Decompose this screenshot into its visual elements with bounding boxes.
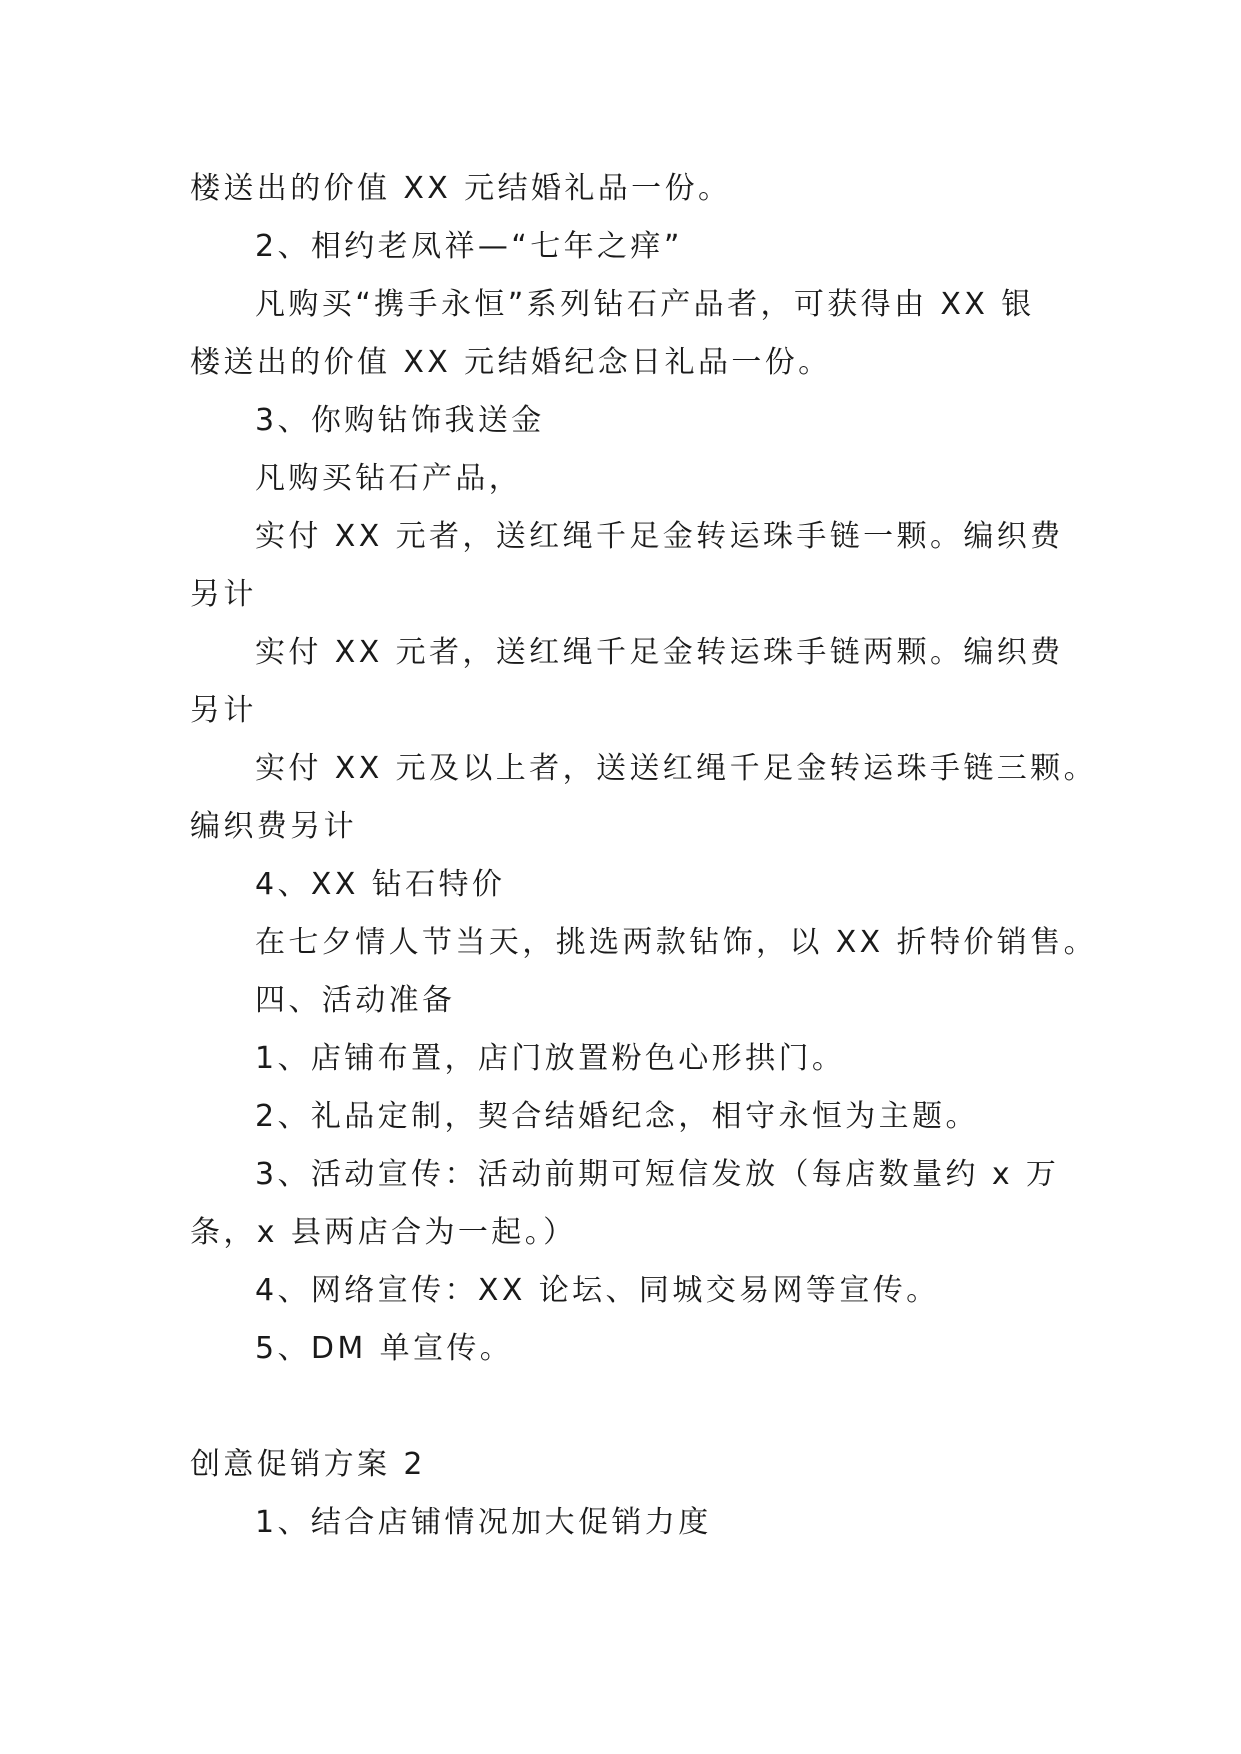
paragraph-line: 实付 XX 元及以上者，送送红绳千足金转运珠手链三颗。 (255, 751, 1097, 786)
paragraph-line: 另计 (190, 693, 257, 728)
paragraph-line: 3、你购钻饰我送金 (255, 403, 545, 438)
paragraph-line: 3、活动宣传：活动前期可短信发放（每店数量约 x 万 (255, 1157, 1060, 1192)
paragraph-line: 楼送出的价值 XX 元结婚礼品一份。 (190, 171, 732, 206)
paragraph-line: 凡购买“携手永恒”系列钻石产品者，可获得由 XX 银 (255, 287, 1035, 322)
paragraph-line: 编织费另计 (190, 809, 357, 844)
paragraph-line: 实付 XX 元者，送红绳千足金转运珠手链两颗。编织费 (255, 635, 1064, 670)
paragraph-line: 4、网络宣传：XX 论坛、同城交易网等宣传。 (255, 1273, 940, 1308)
blank-gap (190, 1378, 1070, 1436)
paragraph-line: 另计 (190, 577, 257, 612)
paragraph-line: 在七夕情人节当天，挑选两款钻饰，以 XX 折特价销售。 (255, 925, 1097, 960)
paragraph-line: 1、店铺布置，店门放置粉色心形拱门。 (255, 1041, 846, 1076)
section-heading: 四、活动准备 (255, 983, 456, 1018)
paragraph-line: 实付 XX 元者，送红绳千足金转运珠手链一颗。编织费 (255, 519, 1064, 554)
paragraph-line: 5、DM 单宣传。 (255, 1331, 514, 1366)
paragraph-line: 条，x 县两店合为一起。） (190, 1215, 577, 1250)
paragraph-line: 1、结合店铺情况加大促销力度 (255, 1505, 712, 1540)
section-title: 创意促销方案 2 (190, 1447, 426, 1482)
paragraph-line: 楼送出的价值 XX 元结婚纪念日礼品一份。 (190, 345, 832, 380)
paragraph-line: 2、相约老凤祥—“七年之痒” (255, 229, 683, 264)
paragraph-line: 2、礼品定制，契合结婚纪念，相守永恒为主题。 (255, 1099, 979, 1134)
document-body (190, 160, 1097, 1552)
paragraph-line: 4、XX 钻石特价 (255, 867, 506, 902)
paragraph-line: 凡购买钻石产品， (255, 461, 523, 496)
